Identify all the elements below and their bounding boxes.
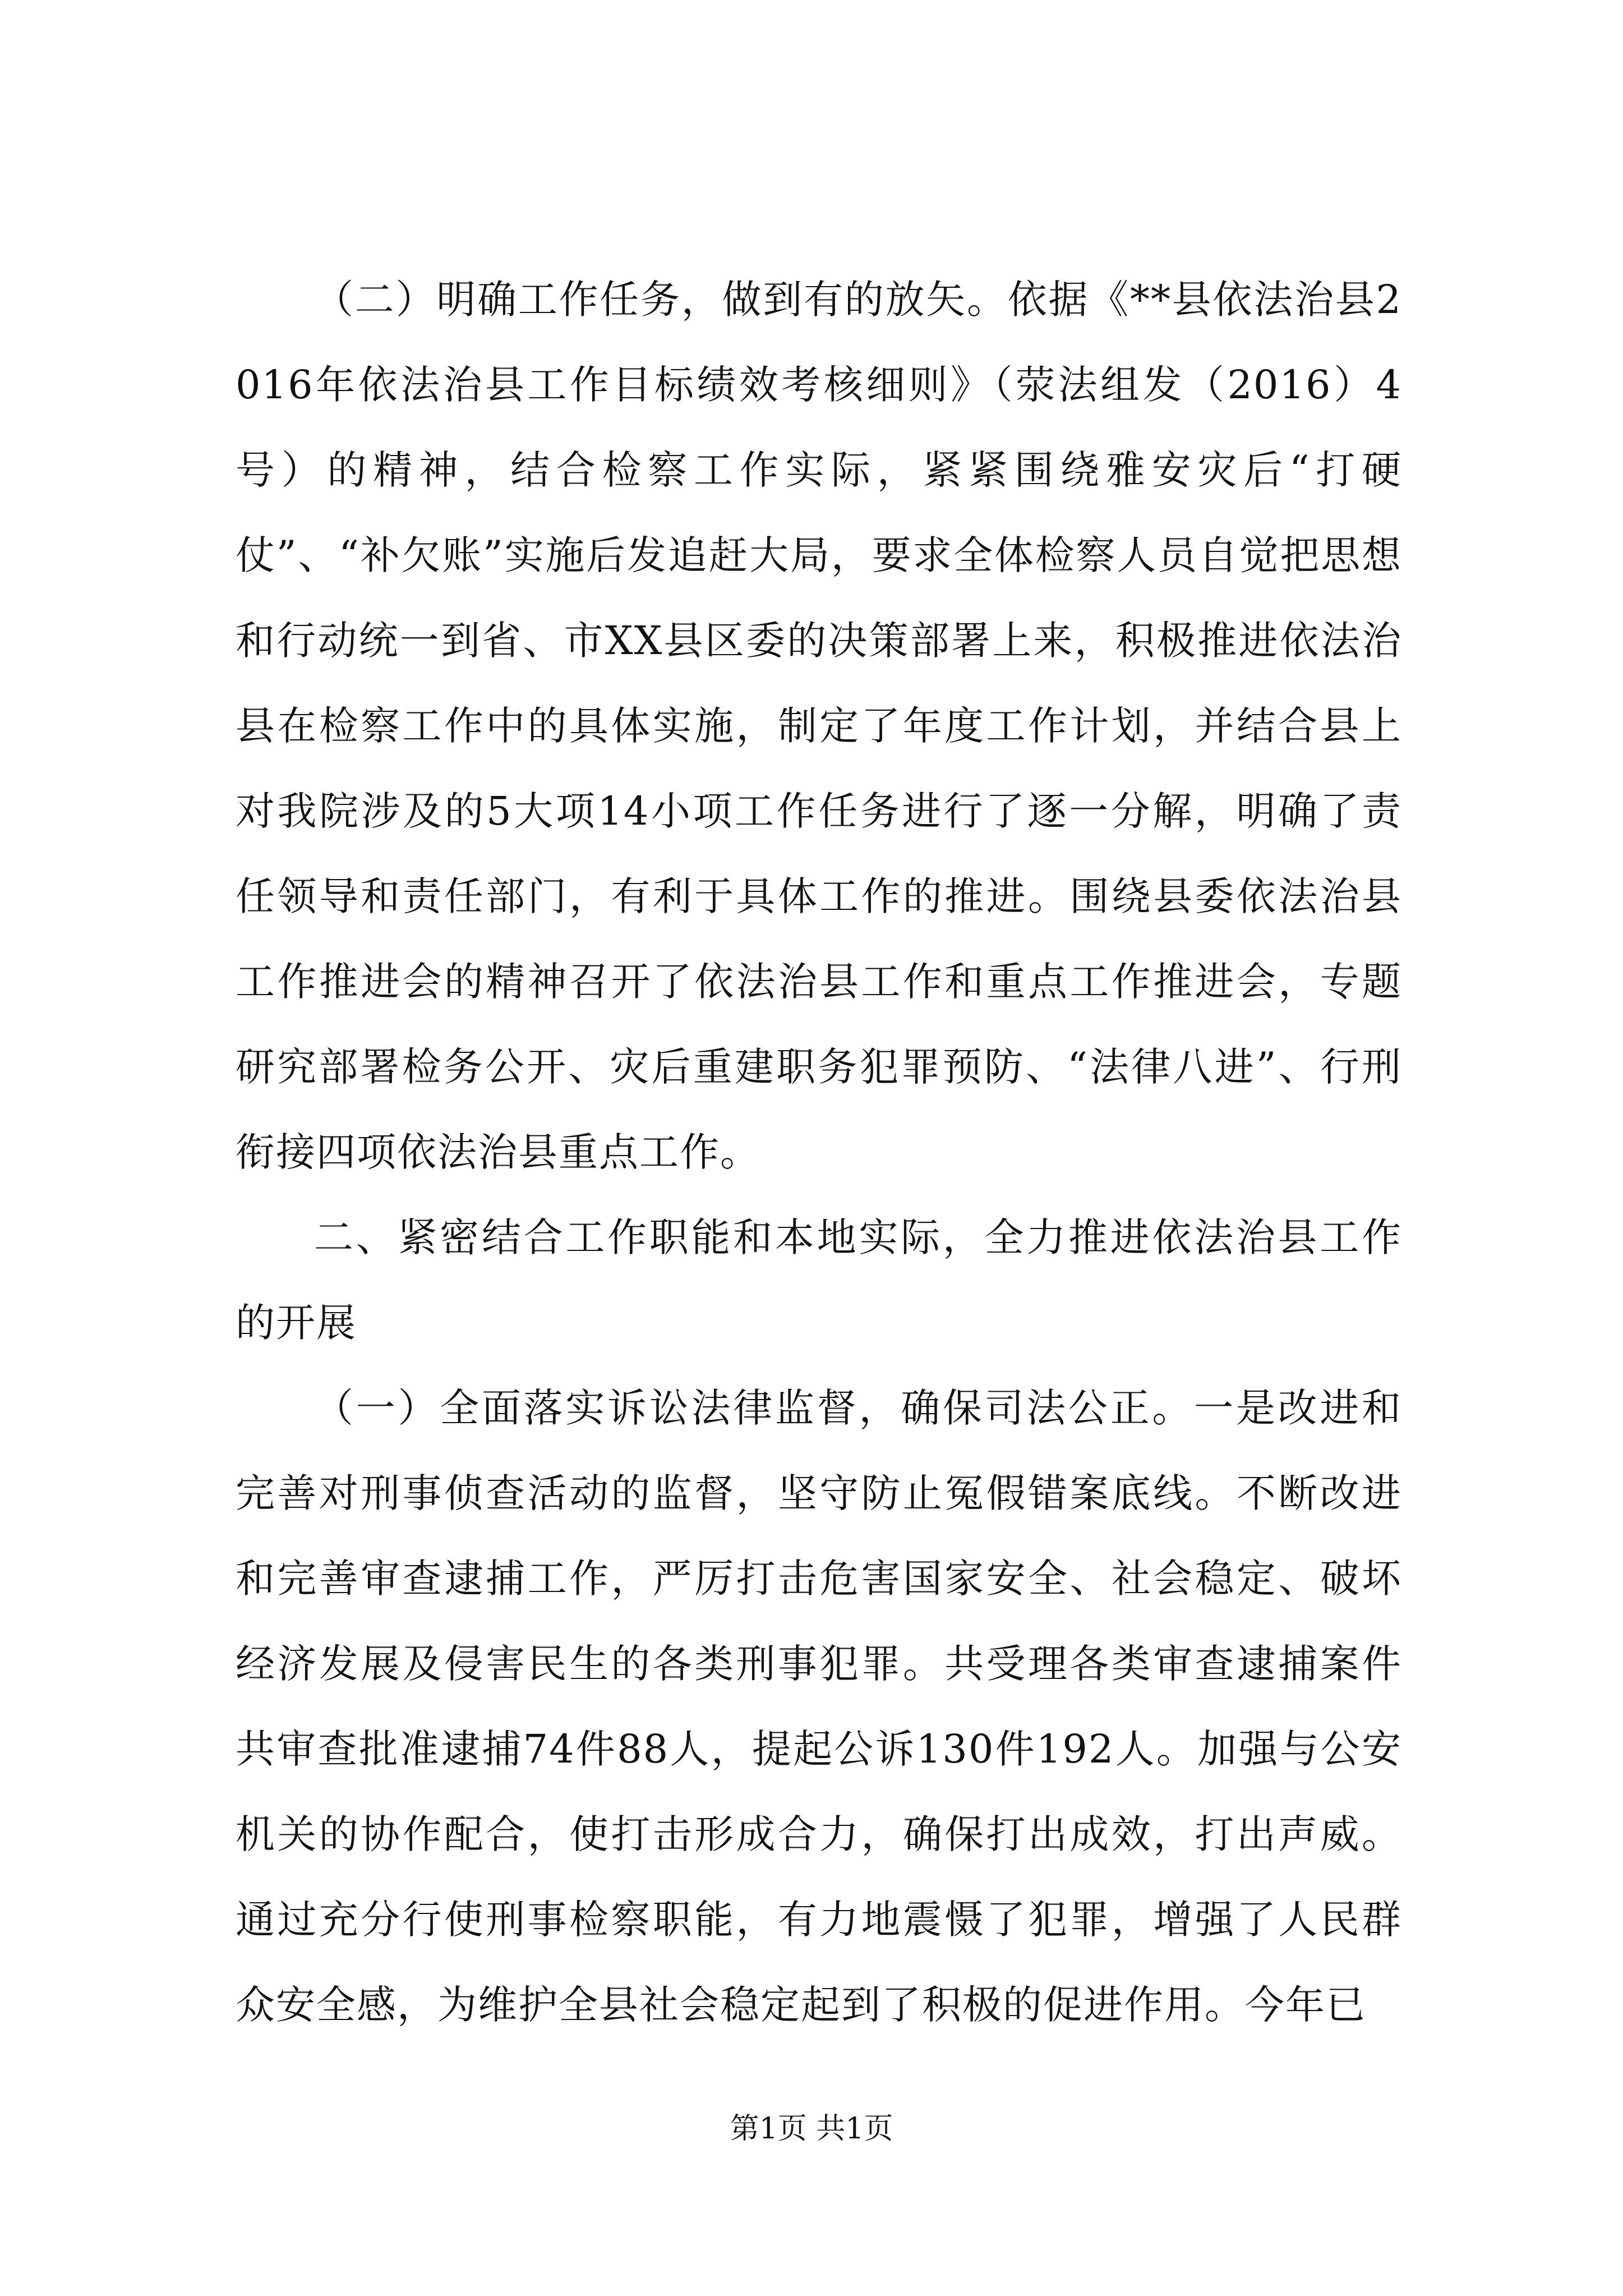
page-footer: 第1页 共1页 <box>730 2112 893 2146</box>
paragraph-legal-supervision: （一）全面落实诉讼法律监督，确保司法公正。一是改进和完善对刑事侦查活动的监督，坚守防止冤假错案底线。不断改进和完善审查逮捕工作，严厉打击危害国家安全、社会稳定、破坏经济发展及侵害民生的各类刑事犯罪。共受理各类审查逮捕案件共审查批准逮捕74件88人，提起公诉130件192人。加强与公安机关的协作配合，使打击形成合力，确保打出成效，打出声威。通过充分行使刑事检察职能，有力地震慑了犯罪，增强了人民群众安全感，为维护全县社会稳定起到了积极的促进作用。今年已 <box>236 1385 1402 2028</box>
paragraph-task-assignment: （二）明确工作任务，做到有的放矢。依据《**县依法治县2016年依法治县工作目标绩效考核细则》（荥法组发（2016）4号）的精神，结合检察工作实际，紧紧围绕雅安灾后“打硬仗”、“补欠账”实施后发追赶大局，要求全体检察人员自觉把思想和行动统一到省、市XX县区委的决策部署上来，积极推进依法治县在检察工作中的具体实施，制定了年度工作计划，并结合县上对我院涉及的5大项14小项工作任务进行了逐一分解，明确了责任领导和责任部门，有利于具体工作的推进。围绕县委依法治县工作推进会的精神召开了依法治县工作和重点工作推进会，专题研究部署检务公开、灾后重建职务犯罪预防、“法律八进”、行刑衔接四项依法治县重点工作。 <box>236 277 1402 1175</box>
document-body <box>236 257 1402 2047</box>
section-heading: 二、紧密结合工作职能和本地实际，全力推进依法治县工作的开展 <box>236 1214 1402 1346</box>
